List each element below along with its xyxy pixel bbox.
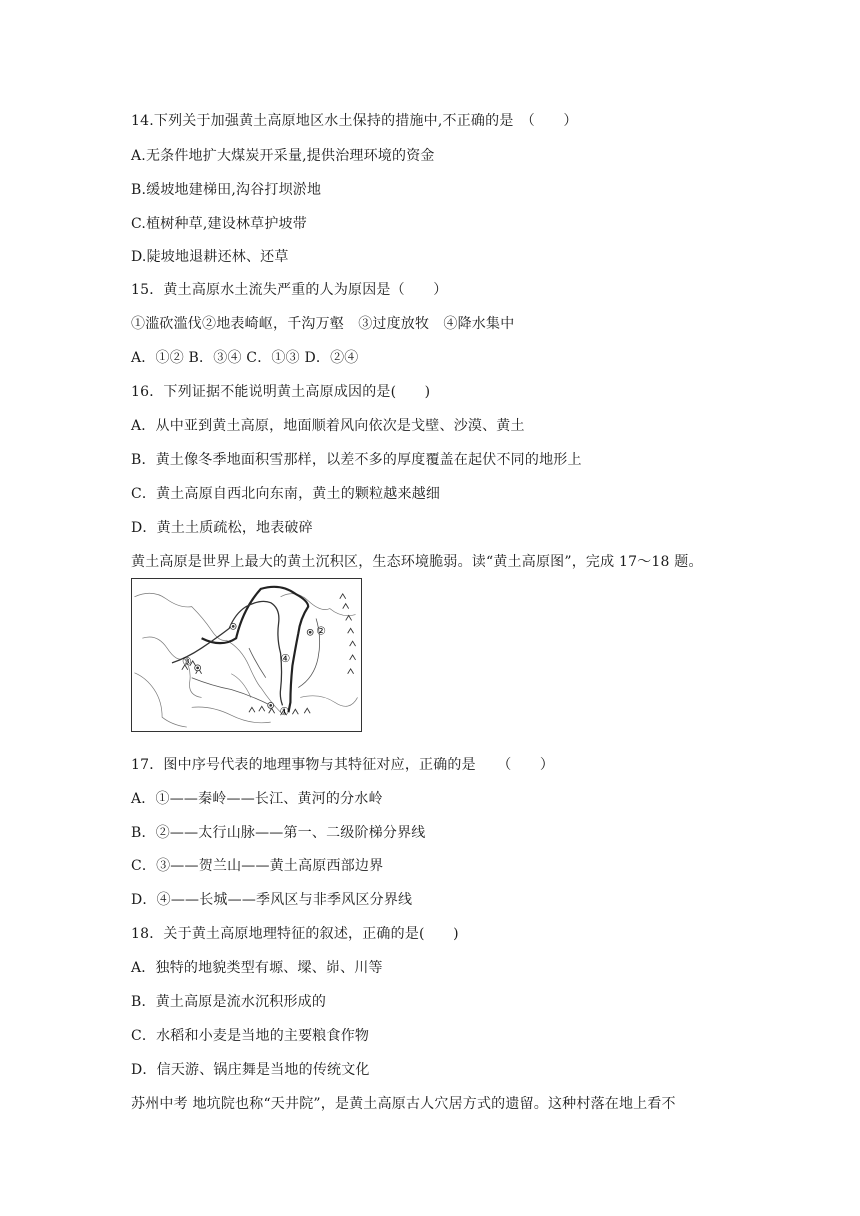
question-15-options: A．①② B．③④ C．①③ D．②④ xyxy=(131,350,359,366)
question-17-option-a: A．①——秦岭——长江、黄河的分水岭 xyxy=(131,791,383,807)
yellow-river-line xyxy=(172,601,283,705)
map-label-4: ④ xyxy=(280,651,291,665)
question-14-option-c: C.植树种草,建设林草护坡带 xyxy=(131,216,307,232)
question-14-stem: 14.下列关于加强黄土高原地区水土保持的措施中,不正确的是 （ ） xyxy=(131,113,578,129)
map-label-3: ③ xyxy=(181,654,192,668)
thick-boundary-line xyxy=(202,587,309,712)
map-label-2: ② xyxy=(316,624,326,638)
question-18-option-c: C．水稻和小麦是当地的主要粮食作物 xyxy=(131,1028,370,1044)
map-label-1: ① xyxy=(279,705,290,719)
question-18-option-d: D．信天游、锅庄舞是当地的传统文化 xyxy=(131,1062,370,1078)
question-18-stem: 18．关于黄土高原地理特征的叙述，正确的是( ) xyxy=(131,926,459,942)
question-16-option-c: C．黄土高原自西北向东南，黄土的颗粒越来越细 xyxy=(131,486,441,502)
question-17-option-d: D．④——长城——季风区与非季风区分界线 xyxy=(131,892,413,908)
question-14-option-d: D.陡坡地退耕还林、还草 xyxy=(131,249,289,265)
map-figure xyxy=(132,579,361,731)
question-17-option-c: C．③——贺兰山——黄土高原西部边界 xyxy=(131,858,384,874)
question-14-option-b: B.缓坡地建梯田,沟谷打坝淤地 xyxy=(131,182,322,198)
question-16-stem: 16．下列证据不能说明黄土高原成因的是( ) xyxy=(131,384,431,400)
question-16-option-a: A．从中亚到黄土高原，地面顺着风向依次是戈壁、沙漠、黄土 xyxy=(131,418,525,434)
final-paragraph: 苏州中考 地坑院也称“天井院”，是黄土高原古人穴居方式的遗留。这种村落在地上看不 xyxy=(131,1096,676,1112)
loess-plateau-map xyxy=(131,578,362,732)
question-17-stem: 17．图中序号代表的地理事物与其特征对应，正确的是 （ ） xyxy=(131,757,555,773)
question-15-items: ①滥砍滥伐②地表崎岖，千沟万壑 ③过度放牧 ④降水集中 xyxy=(131,316,515,332)
question-18-option-b: B．黄土高原是流水沉积形成的 xyxy=(131,994,327,1010)
intro-17-18: 黄土高原是世界上最大的黄土沉积区，生态环境脆弱。读“黄土高原图”，完成 17～18 题。 xyxy=(131,554,703,570)
question-17-option-b: B．②——太行山脉——第一、二级阶梯分界线 xyxy=(131,825,426,841)
question-14-option-a: A.无条件地扩大煤炭开采量,提供治理环境的资金 xyxy=(131,148,435,164)
question-18-option-a: A．独特的地貌类型有塬、墚、峁、川等 xyxy=(131,960,383,976)
question-15-stem: 15．黄土高原水土流失严重的人为原因是（ ） xyxy=(131,282,448,298)
question-16-option-b: B．黄土像冬季地面积雪那样，以差不多的厚度覆盖在起伏不同的地形上 xyxy=(131,452,582,468)
question-16-option-d: D．黄土土质疏松，地表破碎 xyxy=(131,520,313,536)
